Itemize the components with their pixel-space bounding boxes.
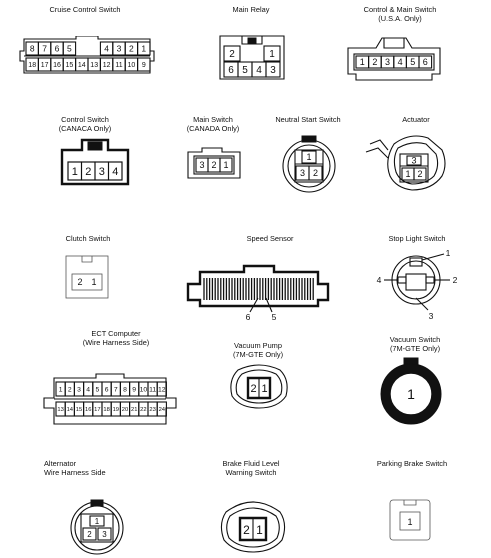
pin-label: 3: [428, 311, 434, 320]
vacuum-switch-diagram: [370, 336, 460, 353]
neutral-start-switch-connector: [280, 130, 338, 196]
vacuum-switch-connector: [378, 356, 444, 426]
stop-light-switch-diagram: [372, 235, 462, 244]
pin-label: 3: [270, 65, 276, 77]
pin-label: 3: [384, 57, 391, 68]
pin-label: 2: [243, 523, 250, 537]
pin-label: 21: [130, 407, 138, 414]
pin-label: 3: [77, 386, 81, 394]
pin-label: 2: [372, 57, 378, 68]
pin-label: 6: [104, 386, 109, 394]
main-relay-diagram: [206, 6, 296, 15]
pin-label: 1: [71, 165, 78, 178]
pin-label: 1: [407, 386, 415, 402]
pin-label: 3: [299, 168, 306, 179]
pin-label: 6: [245, 312, 251, 322]
connector-title: Actuator: [402, 115, 430, 124]
speed-sensor-diagram: [220, 235, 320, 244]
pin-label: 1: [256, 523, 263, 537]
pin-label: 3: [102, 529, 107, 539]
vacuum-pump-diagram: [218, 342, 298, 359]
pin-label: 6: [228, 65, 234, 77]
connector-title: Neutral Start Switch: [275, 115, 341, 124]
pin-label: 12: [158, 386, 166, 394]
pin-label: 1: [407, 517, 413, 527]
pin-label: 2: [250, 383, 257, 395]
pin-label: 1: [141, 43, 147, 54]
pin-label: 2: [87, 529, 92, 539]
control-main-switch-diagram: [330, 6, 470, 23]
actuator-connector: [362, 130, 452, 196]
pin-label: 5: [410, 57, 416, 68]
connector-title: Vacuum Switch (7M-GTE Only): [389, 335, 441, 353]
connector-title: ECT Computer (Wire Harness Side): [82, 329, 150, 347]
pin-label: 9: [141, 62, 146, 70]
pin-label: 2: [211, 160, 217, 171]
pin-label: 8: [123, 386, 127, 394]
pin-label: 5: [67, 43, 72, 54]
pin-label: 4: [397, 57, 403, 68]
pin-label: 1: [223, 160, 229, 171]
connector-title: Stop Light Switch: [388, 234, 446, 243]
pin-label: 15: [75, 407, 83, 414]
brake-fluid-level-connector: [216, 496, 290, 554]
pin-label: 3: [199, 160, 205, 171]
pin-label: 5: [95, 386, 100, 394]
connector-title: Control & Main Switch (U.S.A. Only): [363, 5, 437, 23]
pin-label: 17: [94, 407, 101, 414]
pin-label: 13: [90, 62, 99, 70]
pin-label: 2: [312, 168, 319, 179]
stop-light-switch-connector: [370, 248, 470, 320]
connector-title: Alternator Wire Harness Side: [44, 459, 106, 477]
pin-label: 11: [149, 386, 157, 394]
pin-label: 3: [116, 43, 122, 54]
pin-label: 22: [140, 407, 147, 414]
pin-label: 1: [58, 386, 63, 394]
cruise-control-switch-diagram: [10, 6, 160, 15]
pin-label: 4: [376, 275, 382, 285]
pin-label: 8: [29, 43, 35, 54]
pin-label: 11: [115, 62, 123, 70]
pin-label: 4: [104, 43, 109, 54]
pin-label: 20: [121, 407, 129, 414]
pin-label: 19: [112, 407, 120, 414]
pin-label: 4: [86, 386, 91, 394]
connector-title: Main Switch (CANADA Only): [186, 115, 240, 133]
pin-label: 2: [417, 169, 423, 180]
pin-label: 9: [132, 386, 137, 394]
main-switch-canada-connector: [184, 146, 244, 180]
pin-label: 7: [42, 43, 47, 54]
pin-label: 1: [269, 49, 275, 61]
pin-label: 1: [261, 383, 268, 395]
pin-label: 2: [85, 165, 92, 178]
pin-label: 3: [98, 165, 105, 178]
pin-label: 14: [77, 62, 86, 70]
connector-title: Parking Brake Switch: [376, 459, 448, 468]
connector-title: Brake Fluid Level Warning Switch: [222, 459, 280, 477]
pin-label: 1: [405, 169, 411, 180]
pin-label: 2: [452, 275, 458, 285]
pin-label: 12: [102, 62, 111, 70]
pin-label: 2: [129, 43, 134, 54]
pin-label: 15: [65, 62, 74, 70]
pin-label: 4: [256, 65, 262, 77]
alternator-connector: [66, 496, 128, 556]
pin-label: 23: [149, 407, 156, 414]
cruise-control-switch-connector: [18, 36, 156, 76]
pin-label: 18: [103, 407, 110, 414]
pin-label: 16: [84, 407, 92, 414]
pin-label: 14: [66, 407, 74, 414]
pin-label: 4: [112, 165, 119, 178]
pin-label: 10: [139, 386, 148, 394]
control-switch-canada-diagram: [40, 116, 130, 133]
parking-brake-switch-connector: [388, 498, 432, 542]
vacuum-pump-connector: [226, 362, 292, 412]
pin-label: 1: [359, 57, 365, 68]
pin-label: 5: [271, 312, 277, 322]
pin-label: 18: [28, 62, 37, 70]
connector-title: Cruise Control Switch: [49, 5, 121, 14]
actuator-diagram: [376, 116, 456, 125]
pin-label: 7: [113, 386, 118, 394]
pin-label: 13: [57, 407, 64, 414]
connector-title: Speed Sensor: [246, 234, 294, 243]
pin-label: 6: [422, 57, 428, 68]
brake-fluid-level-diagram: [206, 460, 296, 477]
pin-label: 1: [445, 248, 451, 258]
ect-computer-connector: [40, 372, 180, 428]
speed-sensor-connector: [184, 254, 334, 324]
pin-label: 2: [229, 49, 235, 61]
control-switch-canada-connector: [56, 136, 134, 192]
pin-label: 1: [306, 152, 312, 163]
connector-title: Vacuum Pump (7M-GTE Only): [232, 341, 284, 359]
main-switch-canada-diagram: [168, 116, 258, 133]
pin-label: 1: [91, 277, 97, 288]
connector-title: Clutch Switch: [65, 234, 111, 243]
alternator-diagram: [44, 460, 134, 477]
clutch-switch-diagram: [48, 235, 128, 244]
pin-label: 24: [158, 407, 166, 414]
pin-label: 10: [127, 62, 136, 70]
pin-label: 2: [77, 277, 83, 288]
pin-label: 1: [94, 516, 100, 526]
clutch-switch-connector: [64, 254, 110, 300]
main-relay-connector: [216, 32, 288, 82]
ect-computer-diagram: [56, 330, 176, 347]
pin-label: 2: [67, 386, 72, 394]
control-main-switch-connector: [342, 34, 446, 84]
neutral-start-switch-diagram: [262, 116, 354, 125]
pin-label: 3: [411, 155, 417, 166]
pin-label: 17: [40, 62, 49, 70]
pin-label: 5: [242, 65, 248, 77]
pin-label: 6: [54, 43, 60, 54]
connector-title: Control Switch (CANACA Only): [58, 115, 112, 133]
connector-title: Main Relay: [232, 5, 270, 14]
pin-label: 16: [53, 62, 61, 70]
parking-brake-switch-diagram: [362, 460, 462, 469]
